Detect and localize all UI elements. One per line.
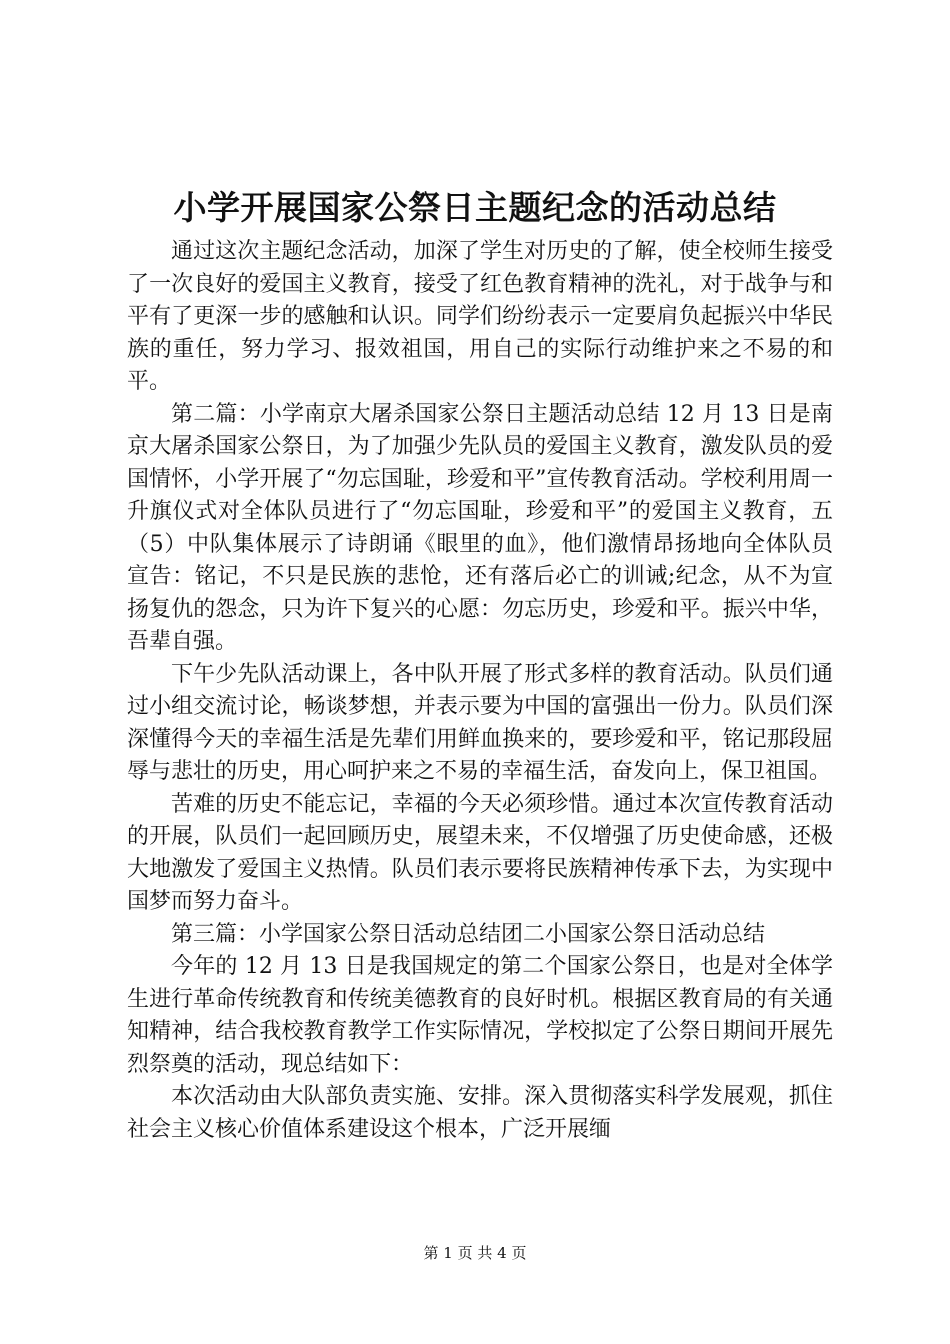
paragraph: 第三篇：小学国家公祭日活动总结团二小国家公祭日活动总结 bbox=[171, 921, 766, 947]
paragraph: 今年的 12 月 13 日是我国规定的第二个国家公祭日，也是对全体学生进行革命传统教育和传统美德教育的良好时机。根据区教育局的有关通知精神，结合我校教育教学工作实际情况，学校拟定了公祭日期间开展先烈祭奠的活动，现总结如下： bbox=[127, 954, 833, 1077]
paragraph: 通过这次主题纪念活动，加深了学生对历史的了解，使全校师生接受了一次良好的爱国主义教育，接受了红色教育精神的洗礼，对于战争与和平有了更深一步的感触和认识。同学们纷纷表示一定要肩负起振兴中华民族的重任，努力学习、报效祖国，用自己的实际行动维护来之不易的和平。 bbox=[127, 239, 833, 394]
paragraph: 本次活动由大队部负责实施、安排。深入贯彻落实科学发展观，抓住社会主义核心价值体系建设这个根本，广泛开展缅 bbox=[127, 1084, 833, 1142]
paragraph: 下午少先队活动课上，各中队开展了形式多样的教育活动。队员们通过小组交流讨论，畅谈梦想，并表示要为中国的富强出一份力。队员们深深懂得今天的幸福生活是先辈们用鲜血换来的，要珍爱和平，铭记那段屈辱与悲壮的历史，用心呵护来之不易的幸福生活，奋发向上，保卫祖国。 bbox=[127, 661, 833, 784]
paragraph: 苦难的历史不能忘记，幸福的今天必须珍惜。通过本次宣传教育活动的开展，队员们一起回顾历史，展望未来，不仅增强了历史使命感，还极大地激发了爱国主义热情。队员们表示要将民族精神传承下去，为实现中国梦而努力奋斗。 bbox=[127, 791, 833, 914]
document-title: 小学开展国家公祭日主题纪念的活动总结 bbox=[173, 188, 777, 227]
paragraph: 第二篇：小学南京大屠杀国家公祭日主题活动总结 12 月 13 日是南京大屠杀国家公祭日，为了加强少先队员的爱国主义教育，激发队员的爱国情怀，小学开展了“勿忘国耻，珍爱和平”宣传教育活动。学校利用周一升旗仪式对全体队员进行了“勿忘国耻，珍爱和平”的爱国主义教育，五（5）中队集体展示了诗朗诵《眼里的血》，他们激情昂扬地向全体队员宣告：铭记，不只是民族的悲怆，还有落后必亡的训诫;纪念，从不为宣扬复仇的怨念，只为许下复兴的心愿：勿忘历史，珍爱和平。振兴中华，吾辈自强。 bbox=[127, 401, 833, 654]
document-body bbox=[127, 236, 833, 1146]
page-footer: 第 1 页 共 4 页 bbox=[423, 1244, 527, 1262]
